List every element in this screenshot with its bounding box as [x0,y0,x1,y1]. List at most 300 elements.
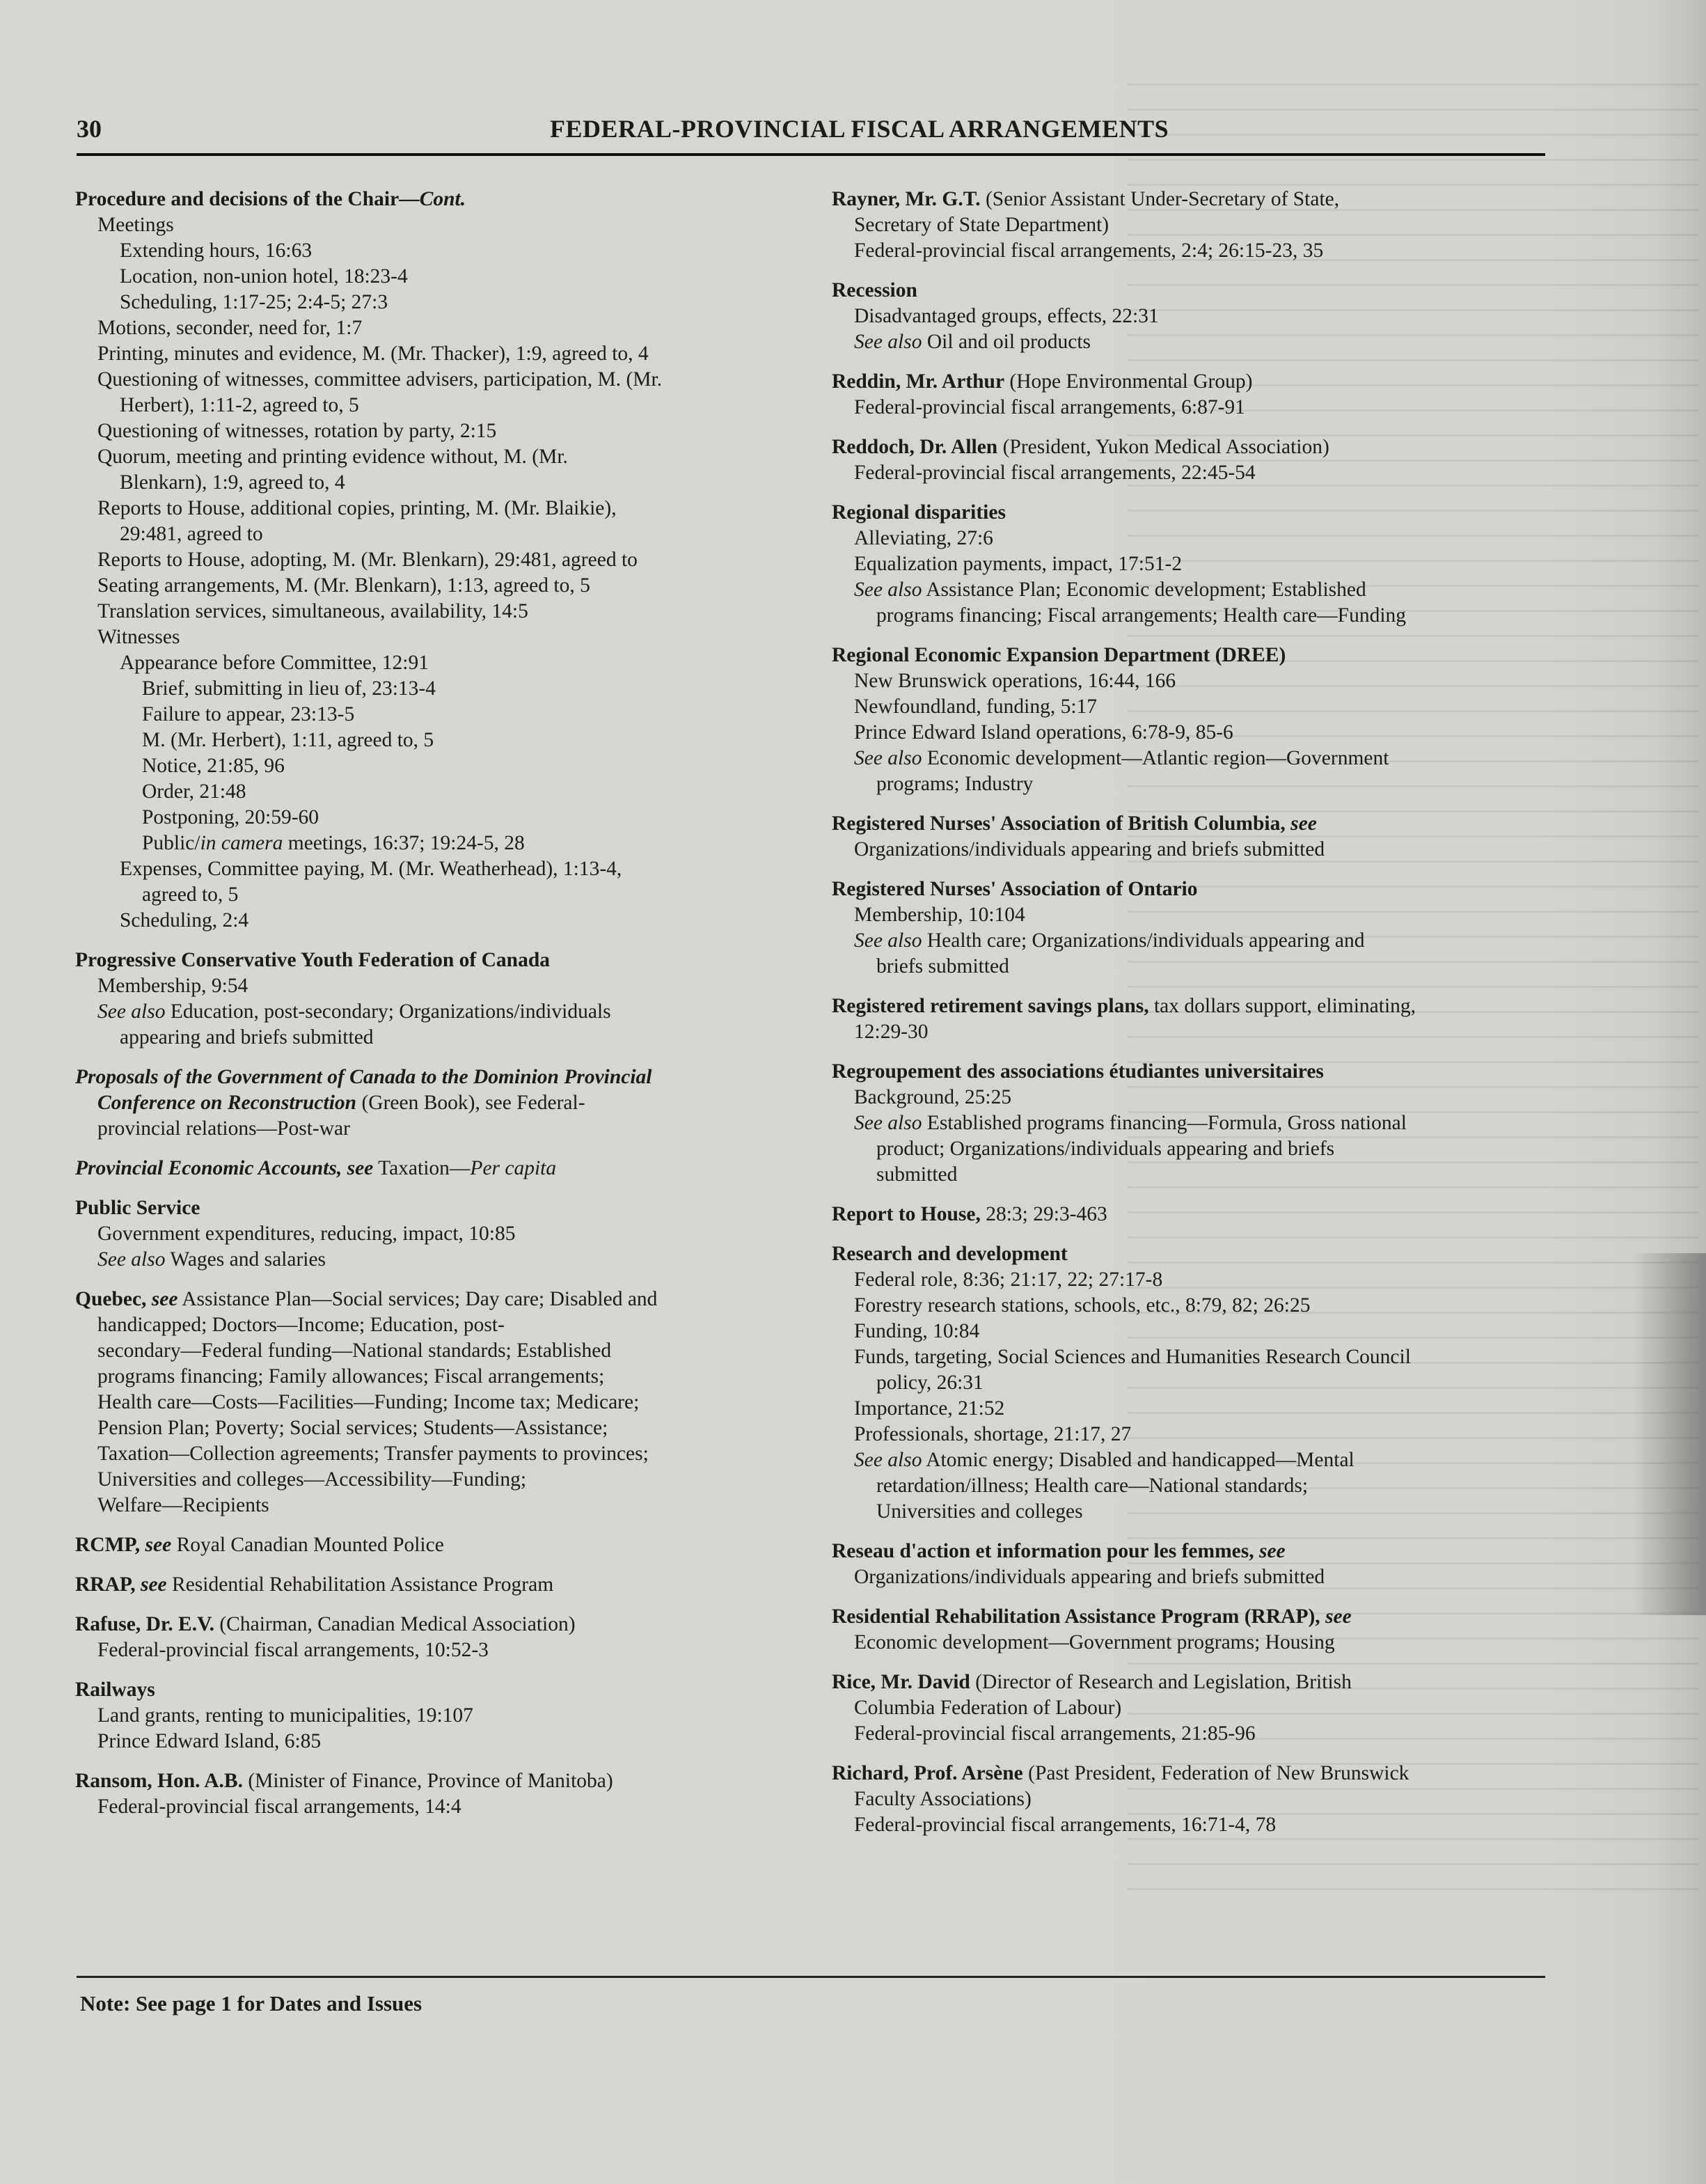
index-subentry-line [75,1441,799,1467]
index-text: Order, 21:48 [142,780,246,803]
index-text: Federal-provincial fiscal arrangements, 14:4 [97,1796,461,1818]
index-entry [75,1195,799,1273]
index-text: Land grants, renting to municipalities, 19:107 [97,1704,473,1727]
index-subentry-line [832,1812,1556,1838]
index-text: Professionals, shortage, 21:17, 27 [854,1423,1132,1445]
index-text: Motions, seconder, need for, 1:7 [97,317,363,339]
index-heading-line [832,500,1556,526]
index-subentry-line [832,212,1556,238]
index-text: see [1290,812,1317,835]
index-text: Taxation—Collection agreements; Transfer payments to provinces; [97,1443,649,1465]
index-subentry-line [75,1415,799,1441]
index-text: Reddoch, Dr. Allen [832,436,998,458]
index-text: Federal-provincial fiscal arrangements, 22:45-54 [854,462,1256,484]
index-entry [75,1677,799,1754]
index-text: Economic development—Government programs; Housing [854,1631,1335,1653]
index-text: Federal-provincial fiscal arrangements, 16:71-4, 78 [854,1814,1277,1836]
index-subentry-line [75,650,799,676]
index-subentry-line [832,1319,1556,1344]
index-subentry-line [832,837,1556,863]
index-text: Brief, submitting in lieu of, 23:13-4 [142,677,436,700]
index-text: See also [854,1449,922,1471]
index-text: Forestry research stations, schools, etc., 8:79, 82; 26:25 [854,1294,1311,1317]
index-entry [832,811,1556,863]
index-subentry-line [832,551,1556,577]
index-text: see [1325,1605,1352,1628]
index-heading-line [75,1195,799,1221]
index-text: Location, non-union hotel, 18:23-4 [120,265,408,288]
index-heading-line [832,1539,1556,1564]
index-text: retardation/illness; Health care—National standards; [876,1475,1309,1497]
index-text: Atomic energy; Disabled and handicapped—Mental [922,1449,1354,1471]
index-heading-line [832,1241,1556,1267]
running-head: FEDERAL-PROVINCIAL FISCAL ARRANGEMENTS [550,115,1169,143]
footer-rule [77,1976,1545,1978]
page-edge-shadow [1632,1253,1706,1615]
index-text: Registered Nurses' Association of British Columbia, [832,812,1286,835]
index-subentry-line [75,1467,799,1493]
index-subentry-line [832,1422,1556,1447]
index-subentry-line [75,1390,799,1415]
index-subentry-line [75,728,799,753]
index-text: Prince Edward Island, 6:85 [97,1730,322,1752]
index-text: Regroupement des associations étudiantes universitaires [832,1060,1324,1083]
index-entry [75,1287,799,1518]
index-text: See also [854,747,922,769]
index-subentry-line [75,393,799,418]
index-heading-line [832,1670,1556,1695]
index-heading-line [75,1532,799,1558]
index-text: Reseau d'action et information pour les femmes, [832,1540,1254,1562]
index-text: Assistance Plan; Economic development; Established [922,579,1366,601]
index-subentry-line [832,1019,1556,1045]
index-text: secondary—Federal funding—National standards; Established [97,1340,612,1362]
index-text: product; Organizations/individuals appearing and briefs [876,1138,1335,1160]
index-text: Procedure and decisions of the Chair— [75,188,420,210]
page-header [77,111,1545,156]
index-text: Federal-provincial fiscal arrangements, 10:52-3 [97,1639,489,1661]
index-entry [75,187,799,934]
index-text [1320,1605,1325,1628]
index-text: Organizations/individuals appearing and briefs submitted [854,1566,1325,1588]
index-text: Scheduling, 1:17-25; 2:4-5; 27:3 [120,291,388,313]
index-subentry-line [75,1794,799,1820]
index-entry [832,1202,1556,1227]
index-heading-line [832,1761,1556,1786]
index-subentry-line [832,603,1556,629]
index-entry [832,278,1556,355]
index-heading-line [75,1768,799,1794]
index-subentry-line [75,496,799,521]
index-subentry-line [832,694,1556,720]
index-entry [832,1604,1556,1656]
index-text: Federal-provincial fiscal arrangements, 21:85-96 [854,1722,1256,1745]
index-subentry-line [832,1473,1556,1499]
index-text: see [151,1288,178,1310]
index-text: See also [854,929,922,952]
index-text: See also [97,1248,166,1271]
index-subentry-line [832,1564,1556,1590]
index-heading-line [75,1156,799,1181]
index-heading-line [75,1287,799,1312]
index-subentry-line [832,746,1556,771]
index-subentry-line [75,212,799,238]
index-text: Cont. [419,188,466,210]
index-text: Herbert), 1:11-2, agreed to, 5 [120,394,359,416]
index-subentry-line [75,444,799,470]
index-text: Pension Plan; Poverty; Social services; Students—Assistance; [97,1417,608,1439]
index-subentry-line [75,1703,799,1729]
index-entry [832,187,1556,264]
index-text: See also [97,1000,166,1023]
page-number: 30 [77,115,102,143]
index-subentry-line [832,954,1556,980]
index-text: Health care; Organizations/individuals appearing and [922,929,1365,952]
index-text: programs financing; Family allowances; Fiscal arrangements; [97,1365,605,1388]
index-text: Registered Nurses' Association of Ontario [832,878,1198,900]
index-subentry-line [75,1729,799,1754]
index-subentry-line [75,1025,799,1051]
index-subentry-line [75,341,799,367]
index-text: Assistance Plan—Social services; Day care; Disabled and [177,1288,658,1310]
index-subentry-line [832,329,1556,355]
index-column-left [75,187,799,1834]
index-text [146,1288,151,1310]
index-heading-line [832,434,1556,460]
index-text: Prince Edward Island operations, 6:78-9, 85-6 [854,721,1233,744]
index-subentry-line [832,238,1556,264]
index-subentry-line [832,928,1556,954]
index-text: Failure to appear, 23:13-5 [142,703,355,725]
index-subentry-line [75,1221,799,1247]
index-subentry-line [75,779,799,805]
index-text: Oil and oil products [922,331,1091,353]
index-subentry-line [75,367,799,393]
footer-note: Note: See page 1 for Dates and Issues [80,1991,422,2016]
index-entry [832,1059,1556,1188]
index-entry [832,1539,1556,1590]
index-subentry-line [75,418,799,444]
index-text: Government expenditures, reducing, impact, 10:85 [97,1223,516,1245]
index-text: Newfoundland, funding, 5:17 [854,696,1098,718]
index-subentry-line [832,460,1556,486]
index-text: Organizations/individuals appearing and briefs submitted [854,838,1325,861]
index-text: Provincial Economic Accounts, see [75,1157,374,1179]
index-text: Printing, minutes and evidence, M. (Mr. Thacker), 1:9, agreed to, 4 [97,343,649,365]
index-entry [832,1670,1556,1747]
index-text: See also [854,331,922,353]
index-text [136,1573,141,1596]
index-text: Regional Economic Expansion Department (DREE) [832,644,1286,666]
index-text: Conference on Reconstruction [97,1092,357,1114]
index-subentry-line [75,264,799,290]
index-text: Appearance before Committee, 12:91 [120,652,429,674]
index-text: Extending hours, 16:63 [120,239,313,262]
index-text: Importance, 21:52 [854,1397,1005,1420]
index-entry [75,1612,799,1663]
index-text: Faculty Associations) [854,1788,1032,1810]
index-entry [75,1532,799,1558]
index-heading-line [75,187,799,212]
index-subentry-line [75,702,799,728]
index-text: Meetings [97,214,174,236]
index-text: Welfare—Recipients [97,1494,269,1516]
index-heading-line [75,1064,799,1090]
index-text: Disadvantaged groups, effects, 22:31 [854,305,1159,327]
index-text [1254,1540,1259,1562]
index-text: briefs submitted [876,955,1009,977]
index-subentry-line [832,577,1556,603]
index-text: Membership, 10:104 [854,904,1025,926]
index-text: handicapped; Doctors—Income; Education, post- [97,1314,505,1336]
index-text: Railways [75,1679,155,1701]
index-subentry-line [75,573,799,599]
index-text: New Brunswick operations, 16:44, 166 [854,670,1176,692]
index-text: Regional disparities [832,501,1006,524]
index-heading-line [832,1202,1556,1227]
index-subentry-line [832,668,1556,694]
index-subentry-line [75,521,799,547]
index-entry [832,1761,1556,1838]
index-text: Scheduling, 2:4 [120,909,249,932]
index-subentry-line [75,547,799,573]
index-subentry-line [832,304,1556,329]
index-subentry-line [75,315,799,341]
index-subentry-line [832,1110,1556,1136]
index-entry [832,643,1556,797]
index-heading-line [832,993,1556,1019]
index-entry [832,500,1556,629]
index-heading-line [832,877,1556,902]
index-text: Federal role, 8:36; 21:17, 22; 27:17-8 [854,1268,1163,1291]
index-text: provincial relations—Post-war [97,1117,350,1140]
index-text: Ransom, Hon. A.B. [75,1770,243,1792]
index-subentry-line [75,856,799,882]
index-heading-line [75,948,799,973]
index-text: Membership, 9:54 [97,975,248,997]
index-subentry-line [832,1721,1556,1747]
index-text: Quebec, [75,1288,147,1310]
index-text: Rice, Mr. David [832,1671,970,1693]
index-text: Reddin, Mr. Arthur [832,370,1005,393]
index-text: Alleviating, 27:6 [854,527,993,549]
index-subentry-line [832,771,1556,797]
index-text [140,1534,145,1556]
index-subentry-line [832,1267,1556,1293]
index-text: (Past President, Federation of New Brunswick [1022,1762,1409,1784]
index-text: Witnesses [97,626,180,648]
index-text: see [145,1534,172,1556]
index-subentry-line [75,753,799,779]
index-subentry-line [832,1786,1556,1812]
index-entry [75,948,799,1051]
index-subentry-line [832,902,1556,928]
index-text: Reports to House, adopting, M. (Mr. Blenkarn), 29:481, agreed to [97,549,638,571]
index-heading-line [832,278,1556,304]
index-subentry-line [75,1247,799,1273]
index-text: 12:29-30 [854,1021,929,1043]
index-text: Registered retirement savings plans, [832,995,1149,1017]
index-subentry-line [832,1396,1556,1422]
index-entry [75,1572,799,1598]
index-subentry-line [75,973,799,999]
index-text: see [1258,1540,1286,1562]
index-text: Postponing, 20:59-60 [142,806,319,828]
index-text: appearing and briefs submitted [120,1026,374,1048]
index-text: Blenkarn), 1:9, agreed to, 4 [120,471,345,494]
index-text: Royal Canadian Mounted Police [171,1534,444,1556]
index-text: Expenses, Committee paying, M. (Mr. Weatherhead), 1:13-4, [120,858,622,880]
index-text: agreed to, 5 [142,883,239,906]
index-text: programs financing; Fiscal arrangements; Health care—Funding [876,604,1407,627]
index-subentry-line [832,1370,1556,1396]
index-text: Residential Rehabilitation Assistance Program [166,1573,554,1596]
index-text: Proposals of the Government of Canada to the Dominion Provincial [75,1066,652,1088]
index-text: Richard, Prof. Arsène [832,1762,1023,1784]
index-text: Seating arrangements, M. (Mr. Blenkarn), 1:13, agreed to, 5 [97,574,590,597]
index-text: Economic development—Atlantic region—Government [922,747,1389,769]
index-text: Translation services, simultaneous, availability, 14:5 [97,600,528,622]
index-subentry-line [832,1344,1556,1370]
index-subentry-line [832,1293,1556,1319]
index-heading-line [832,643,1556,668]
index-text: Rayner, Mr. G.T. [832,188,981,210]
index-heading-line [832,1059,1556,1085]
index-text: 29:481, agreed to [120,523,263,545]
index-text: Universities and colleges—Accessibility—Funding; [97,1468,527,1491]
index-text: 28:3; 29:3-463 [980,1203,1107,1225]
index-subentry-line [75,1338,799,1364]
index-text: Funding, 10:84 [854,1320,980,1342]
index-text: (President, Yukon Medical Association) [997,436,1329,458]
index-subentry-line [75,599,799,624]
index-subentry-line [832,1695,1556,1721]
index-heading-line [832,369,1556,395]
index-subentry-line [832,1499,1556,1525]
index-heading-line [75,1572,799,1598]
index-heading-line [832,811,1556,837]
index-text: Equalization payments, impact, 17:51-2 [854,553,1183,575]
index-text: see [140,1573,167,1596]
index-subentry-line [75,1637,799,1663]
index-subentry-line [832,1447,1556,1473]
index-text: in camera [200,832,283,854]
index-text: Taxation— [373,1157,471,1179]
index-text: Health care—Costs—Facilities—Funding; Income tax; Medicare; [97,1391,640,1413]
index-text: Public/ [142,832,200,854]
index-text: policy, 26:31 [876,1372,984,1394]
index-subentry-line [832,720,1556,746]
index-subentry-line [75,1116,799,1142]
index-text: Universities and colleges [876,1500,1083,1523]
index-text: Report to House, [832,1203,981,1225]
index-text: Wages and salaries [165,1248,326,1271]
index-heading-line [832,187,1556,212]
index-entry [75,1064,799,1142]
index-text: Notice, 21:85, 96 [142,755,285,777]
index-subentry-line [75,831,799,856]
index-text: Columbia Federation of Labour) [854,1697,1122,1719]
index-subentry-line [75,290,799,315]
index-subentry-line [75,1493,799,1518]
index-subentry-line [832,526,1556,551]
index-subentry-line [75,238,799,264]
index-text: Rafuse, Dr. E.V. [75,1613,214,1635]
index-entry [832,993,1556,1045]
index-subentry-line [832,1162,1556,1188]
index-text: (Chairman, Canadian Medical Association) [214,1613,576,1635]
index-entry [832,369,1556,421]
index-subentry-line [75,1090,799,1116]
index-entry [832,434,1556,486]
index-text: See also [854,1112,922,1134]
index-text: RRAP, [75,1573,136,1596]
index-subentry-line [75,1312,799,1338]
index-text: (Minister of Finance, Province of Manitoba) [242,1770,613,1792]
index-subentry-line [75,470,799,496]
index-column-right [832,187,1556,1852]
index-text: (Director of Research and Legislation, British [970,1671,1352,1693]
index-text: M. (Mr. Herbert), 1:11, agreed to, 5 [142,729,434,751]
index-text: Research and development [832,1243,1068,1265]
index-entry [75,1156,799,1181]
index-entry [75,1768,799,1820]
index-entry [832,1241,1556,1525]
index-text: Residential Rehabilitation Assistance Program (RRAP), [832,1605,1320,1628]
index-subentry-line [75,1364,799,1390]
index-text: (Hope Environmental Group) [1004,370,1253,393]
index-subentry-line [75,908,799,934]
index-text: Education, post-secondary; Organizations/individuals [165,1000,611,1023]
index-text: Reports to House, additional copies, printing, M. (Mr. Blaikie), [97,497,617,519]
index-text: (Senior Assistant Under-Secretary of State, [980,188,1340,210]
index-text: RCMP, [75,1534,141,1556]
index-text: Public Service [75,1197,200,1219]
index-subentry-line [832,1085,1556,1110]
index-heading-line [75,1612,799,1637]
index-text: Recession [832,279,917,301]
index-text: Per capita [470,1157,557,1179]
index-text: (Green Book), see Federal- [356,1092,585,1114]
index-text: See also [854,579,922,601]
index-text: Progressive Conservative Youth Federation of Canada [75,949,551,971]
index-text: Secretary of State Department) [854,214,1109,236]
index-text: Quorum, meeting and printing evidence without, M. (Mr. [97,446,568,468]
index-subentry-line [75,805,799,831]
index-heading-line [832,1604,1556,1630]
index-entry [832,877,1556,980]
index-subentry-line [832,1136,1556,1162]
index-text: Background, 25:25 [854,1086,1012,1108]
index-text: Established programs financing—Formula, Gross national [922,1112,1407,1134]
index-text: Questioning of witnesses, rotation by party, 2:15 [97,420,497,442]
index-subentry-line [75,999,799,1025]
index-text: programs; Industry [876,773,1034,795]
index-heading-line [75,1677,799,1703]
index-text: meetings, 16:37; 19:24-5, 28 [283,832,525,854]
index-subentry-line [75,624,799,650]
index-text: Federal-provincial fiscal arrangements, 6:87-91 [854,396,1245,418]
index-text: Federal-provincial fiscal arrangements, 2:4; 26:15-23, 35 [854,239,1324,262]
index-text: tax dollars support, eliminating, [1148,995,1416,1017]
index-subentry-line [75,882,799,908]
index-subentry-line [832,1630,1556,1656]
index-subentry-line [832,395,1556,421]
index-text: submitted [876,1163,958,1186]
index-text: Funds, targeting, Social Sciences and Humanities Research Council [854,1346,1411,1368]
index-subentry-line [75,676,799,702]
index-text: Questioning of witnesses, committee advisers, participation, M. (Mr. [97,368,663,391]
